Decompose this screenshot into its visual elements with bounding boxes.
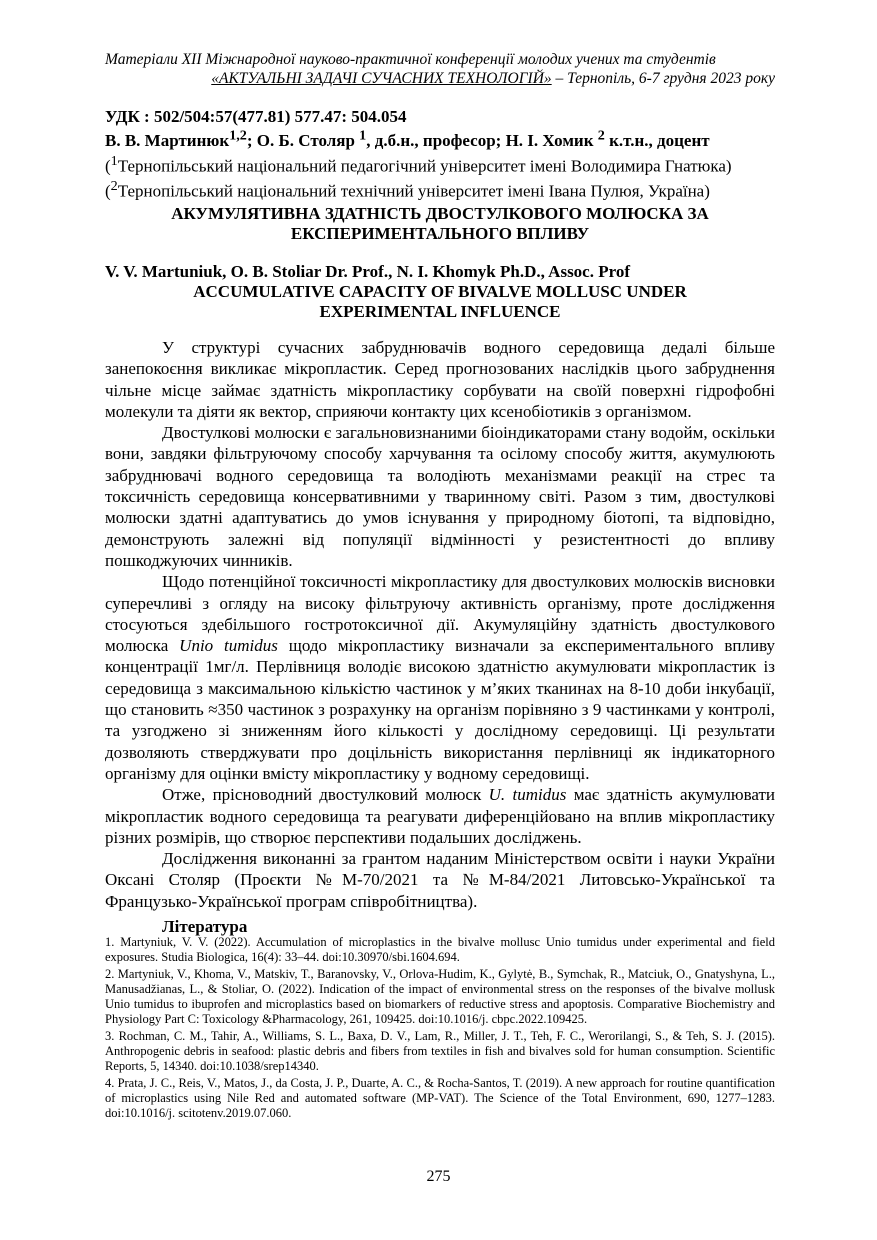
header-conference-line: Матеріали XII Міжнародної науково-практичної конференції молодих учених та студентів	[105, 51, 716, 68]
author-2-name: ; О. Б. Столяр	[246, 130, 360, 150]
paragraph-4-end: має здатність акумулювати мікропластик водного середовища та реагувати диференційовано на вплив мікропластику різних розмірів, що створює перспективи подальших досліджень.	[105, 785, 776, 847]
author-1-affiliation-mark: 1,2	[229, 127, 247, 143]
affiliation-1-text: Тернопільський національний педагогічний університет імені Володимира Гнатюка)	[117, 156, 732, 176]
author-2-affiliation-mark: 1	[359, 127, 367, 143]
authors-english: V. V. Martuniuk, O. B. Stoliar Dr. Prof., N. I. Khomyk Ph.D., Assoc. Prof	[105, 262, 631, 281]
species-name-short: U. tumidus	[488, 785, 567, 805]
title-english-line-1: ACCUMULATIVE CAPACITY OF BIVALVE MOLLUSC UNDER	[193, 282, 687, 301]
affiliation-1-mark: 1	[110, 152, 118, 169]
header-conference-name: «АКТУАЛЬНІ ЗАДАЧІ СУЧАСНИХ ТЕХНОЛОГІЙ»	[211, 70, 552, 87]
paragraph-3-end: щодо мікропластику визначали за експериментального впливу концентрації 1мг/л. Перлівниця володіє високою здатністю акумулювати мікропластик із середовища з максимальною кількістю частинок у м’яких тканинах на 8-10 доби інкубації, що становить ≈350 частинок з розрахунку на організм порівняно з 9 частинками у контролі, та узгоджено зі зниженням його кількості у дослідному середовищі. Ці результати дозволяють стверджувати про доцільність використання перлівниці як індикаторного організму для оцінки вмісту мікропластику у водному середовищі.	[105, 636, 776, 783]
udk-code: УДК : 502/504:57(477.81) 577.47: 504.054	[105, 107, 407, 126]
reference-item: 1. Martyniuk, V. V. (2022). Accumulation of microplastics in the bivalve mollusc Unio tumidus under experimental and field exposures. Studia Biologica, 16(4): 33–44. doi:10.30970/sbi.1604.694.	[105, 935, 775, 965]
running-header	[105, 50, 775, 88]
paragraph-3-start: Щодо потенційної токсичності мікропластику для двостулкових молюсків висновки суперечливі з огляду на високу фільтруючу активність організму, проте дослідження стосуються здебільшого гостротоксичної дії. Акумуляційну здатність двостулкового молюска	[105, 572, 775, 656]
affiliation-2: ($^2$Тернопільський національний технічний університет імені Івана Пулюя, Україна)	[105, 178, 710, 201]
literature-heading: Література	[162, 917, 248, 936]
paper-title-ukrainian: АКУМУЛЯТИВНА ЗДАТНІСТЬ ДВОСТУЛКОВОГО МОЛЮСКА ЗА ЕКСПЕРИМЕНТАЛЬНОГО ВПЛИВУ	[171, 204, 709, 243]
reference-item: 3. Rochman, C. M., Tahir, A., Williams, S. L., Baxa, D. V., Lam, R., Miller, J. T., Teh, F. C., Werorilangi, S., & Teh, S. J. (2015). Anthropogenic debris in seafood: plastic debris and fibers from textiles in fish and bivalves sold for human consumption. Scientific Reports, 5, 14340. doi:10.1038/srep14340.	[105, 1028, 775, 1074]
author-line	[105, 127, 710, 150]
author-3-degree: к.т.н., доцент	[604, 130, 710, 150]
abstract-body	[105, 337, 775, 912]
header-title-line	[105, 69, 775, 88]
reference-list	[105, 935, 775, 1123]
paragraph-4	[105, 784, 775, 848]
author-3-affiliation-mark: 2	[597, 127, 605, 143]
species-name: Unio tumidus	[179, 636, 278, 656]
author-2-degree-author-3: , д.б.н., професор; Н. І. Хомик	[366, 130, 598, 150]
paragraph-5: Дослідження виконанні за грантом наданим Міністерством освіти і науки України Оксані Столяр (Проєкти №М-70/2021 та №М-84/2021 Литовсько-Української та Французько-Української програм співробітництва).	[105, 849, 775, 911]
paragraph-3	[105, 571, 775, 784]
author-block	[105, 125, 775, 202]
page-number: 275	[426, 1168, 451, 1185]
author-1-name: В. В. Мартинюк	[105, 130, 230, 150]
paper-title-english	[105, 282, 775, 322]
affiliation-1: ($^1$Тернопільський національний педагогічний університет імені Володимира Гнатюка)	[105, 152, 732, 176]
header-place-date: – Тернопіль, 6-7 грудня 2023 року	[551, 70, 775, 87]
affiliation-2-text: Тернопільський національний технічний університет імені Івана Пулюя, Україна)	[117, 181, 710, 201]
reference-item: 4. Prata, J. C., Reis, V., Matos, J., da Costa, J. P., Duarte, A. C., & Rocha-Santos, T. (2019). A new approach for routine quantification of microplastics using Nile Red and automated software (MP-VAT). The Science of the Total Environment, 690, 1277–1283. doi:10.1016/j. scitotenv.2019.07.060.	[105, 1075, 775, 1121]
paragraph-2: Двостулкові молюски є загальновизнаними біоіндикаторами стану водойм, оскільки вони, завдяки фільтруючому способу харчування та осілому способу життя, акумулюють забруднювачі водного середовища та володіють механізмами реакції на стрес та токсичність середовища консервативними у тваринному світі. Разом з тим, двостулкові молюски здатні адаптуватись до умов існування у природному біотопі, та відповідно, демонструють залежні від популяції відмінності у резистентності до впливу пошкоджуючих чинників.	[105, 423, 775, 570]
paragraph-1: У структурі сучасних забруднювачів водного середовища дедалі більше занепокоєння викликає мікропластик. Серед прогнозованих наслідків цього забруднення чільне місце займає здатність мікропластику сорбувати на своїй поверхні гідрофобні молекули та діяти як вектор, сприяючи контакту цих ксенобіотиків з організмом.	[105, 338, 775, 421]
paragraph-4-start: Отже, прісноводний двостулковий молюск	[162, 785, 489, 805]
reference-item: 2. Martyniuk, V., Khoma, V., Matskiv, T., Baranovsky, V., Orlova-Hudim, K., Gylytė, B., Symchak, R., Matciuk, O., Gnatyshyna, L., Manusadžianas, L., & Stoliar, O. (2022). Indication of the impact of environmental stress on the responses of the bivalve mollusk Unio tumidus to ibuprofen and microplastics based on biomarkers of reductive stress and apoptosis. Comparative Biochemistry and Physiology Part C: Toxicology &Pharmacology, 261, 109425. doi:10.1016/j. cbpc.2022.109425.	[105, 966, 775, 1027]
title-english-line-2: EXPERIMENTAL INFLUENCE	[319, 302, 561, 321]
affiliation-2-mark: 2	[110, 178, 118, 195]
